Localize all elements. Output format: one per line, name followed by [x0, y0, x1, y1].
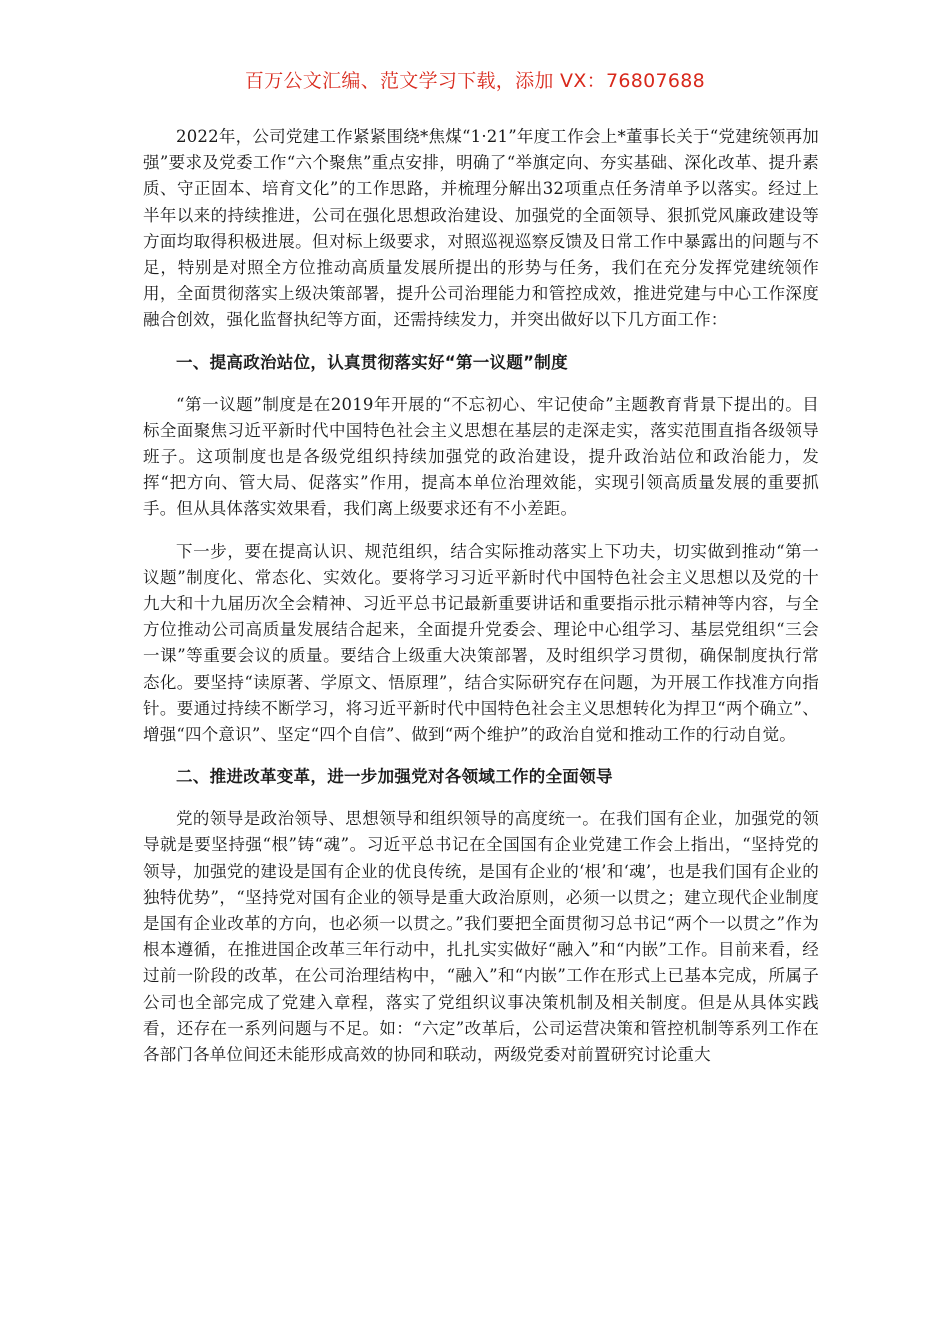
section-1-paragraph-2: 下一步，要在提高认识、规范组织，结合实际推动落实上下功夫，切实做到推动“第一议题”制度化、常态化、实效化。要将学习习近平新时代中国特色社会主义思想以及党的十九大和十九届历次全会精神、习近平总书记最新重要讲话和重要指示批示精神等内容，与全方位推动公司高质量发展结合起来，全面提升党委会、理论中心组学习、基层党组织“三会一课”等重要会议的质量。要结合上级重大决策部署，及时组织学习贯彻，确保制度执行常态化。要坚持“读原著、学原文、悟原理”，结合实际研究存在问题，为开展工作找准方向指针。要通过持续不断学习，将习近平新时代中国特色社会主义思想转化为捍卫“两个确立”、增强“四个意识”、坚定“四个自信”、做到“两个维护”的政治自觉和推动工作的行动自觉。	[143, 541, 819, 745]
section-1-paragraph-1: “第一议题”制度是在2019年开展的“不忘初心、牢记使命”主题教育背景下提出的。目标全面聚焦习近平新时代中国特色社会主义思想在基层的走深走实，落实范围直指各级领导班子。这项制度也是各级党组织持续加强党的政治建设，提升政治站位和政治能力，发挥“把方向、管大局、促落实”作用，提高本单位治理效能，实现引领高质量发展的重要抓手。但从具体落实效果看，我们离上级要求还有不小差距。	[143, 394, 819, 519]
section-2-paragraph-1: 党的领导是政治领导、思想领导和组织领导的高度统一。在我们国有企业，加强党的领导就是要坚持强“根”铸“魂”。习近平总书记在全国国有企业党建工作会上指出，“坚持党的领导，加强党的建设是国有企业的优良传统，是国有企业的‘根’和‘魂’，也是我们国有企业的独特优势”，“坚持党对国有企业的领导是重大政治原则，必须一以贯之；建立现代企业制度是国有企业改革的方向，也必须一以贯之。”我们要把全面贯彻习总书记“两个一以贯之”作为根本遵循，在推进国企改革三年行动中，扎扎实实做好“融入”和“内嵌”工作。目前来看，经过前一阶段的改革，在公司治理结构中，“融入”和“内嵌”工作在形式上已基本完成，所属子公司也全部完成了党建入章程，落实了党组织议事决策机制及相关制度。但是从具体实践看，还存在一系列问题与不足。如：“六定”改革后，公司运营决策和管控机制等系列工作在各部门各单位间还未能形成高效的协同和联动，两级党委对前置研究讨论重大	[143, 809, 819, 1065]
watermark-banner: 百万公文汇编、范文学习下载，添加 VX：76807688	[244, 70, 706, 92]
document-body	[143, 124, 819, 1084]
section-heading-2: 二、推进改革变革，进一步加强党对各领域工作的全面领导	[176, 767, 613, 787]
intro-paragraph: 2022年，公司党建工作紧紧围绕*焦煤“1·21”年度工作会上*董事长关于“党建统领再加强”要求及党委工作“六个聚焦”重点安排，明确了“举旗定向、夯实基础、深化改革、提升素质、守正固本、培育文化”的工作思路，并梳理分解出32项重点任务清单予以落实。经过上半年以来的持续推进，公司在强化思想政治建设、加强党的全面领导、狠抓党风廉政建设等方面均取得积极进展。但对标上级要求，对照巡视巡察反馈及日常工作中暴露出的问题与不足，特别是对照全方位推动高质量发展所提出的形势与任务，我们在充分发挥党建统领作用，全面贯彻落实上级决策部署，提升公司治理能力和管控成效，推进党建与中心工作深度融合创效，强化监督执纪等方面，还需持续发力，并突出做好以下几方面工作：	[143, 127, 819, 330]
section-heading-1: 一、提高政治站位，认真贯彻落实好“第一议题”制度	[176, 352, 568, 372]
